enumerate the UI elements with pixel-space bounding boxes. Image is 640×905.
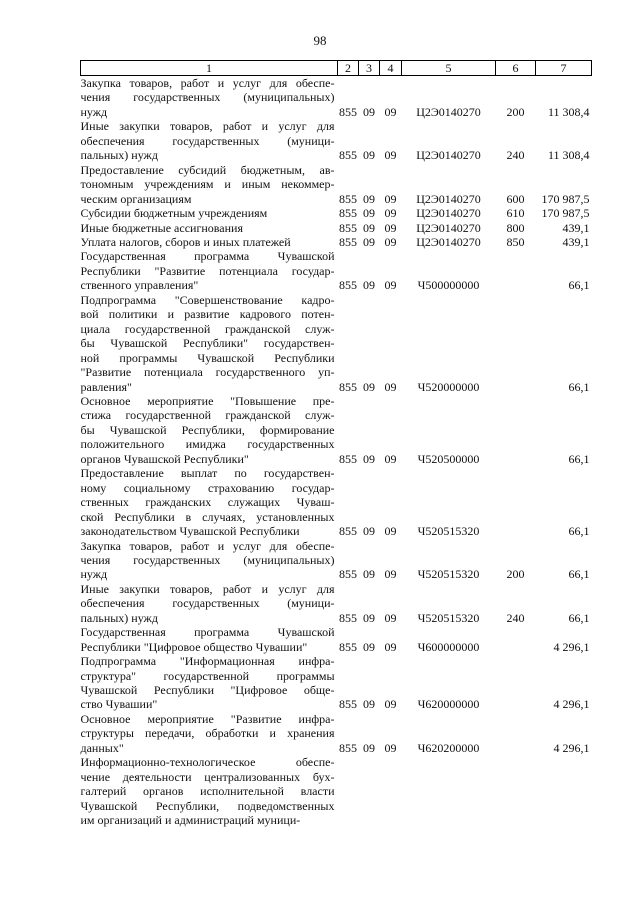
row-target-article: Ц2Э0140270 <box>416 104 481 119</box>
row-target-article: Ч600000000 <box>417 639 480 654</box>
row-section: 09 <box>363 104 375 119</box>
row-name-line: Основное мероприятие "Повышение пре- <box>80 393 335 408</box>
row-expense-type <box>496 755 536 827</box>
row-amount <box>536 755 592 827</box>
row-name-line: ственных гражданских служащих Чуваш- <box>80 495 335 510</box>
row-name-line: обеспечения государственных (муници- <box>80 596 335 611</box>
table-row <box>81 466 592 538</box>
table-row <box>81 119 592 162</box>
row-subsection: 09 <box>384 234 397 249</box>
row-section: 09 <box>363 234 375 249</box>
row-amount: 66,1 <box>568 379 590 394</box>
table-header-row <box>81 61 592 76</box>
row-name-line: положительного имиджа государственных <box>80 437 335 452</box>
row-name <box>81 119 338 162</box>
row-target-article: Ч520000000 <box>417 379 480 394</box>
row-target-article: Ч620200000 <box>417 740 480 755</box>
row-name-line: Чувашской Республики, подведомственных <box>80 798 335 813</box>
row-name-line: Информационно-технологическое обеспе- <box>80 755 335 770</box>
row-subsection: 09 <box>384 379 397 394</box>
row-name-line: Иные бюджетные ассигнования <box>80 220 243 235</box>
row-admin-code: 855 <box>339 639 357 654</box>
row-target-article: Ц2Э0140270 <box>416 191 481 206</box>
row-subsection: 09 <box>384 740 397 755</box>
row-name-line: Чувашской Республики "Цифровое обще- <box>80 683 335 698</box>
row-section: 09 <box>363 567 375 582</box>
row-section: 09 <box>363 206 375 221</box>
row-target-article: Ч520515320 <box>417 567 480 582</box>
row-name-line: нужд <box>80 567 108 582</box>
row-name-line: Иные закупки товаров, работ и услуг для <box>80 581 335 596</box>
row-expense-type: 240 <box>506 148 525 163</box>
row-section: 09 <box>363 610 375 625</box>
row-admin-code: 855 <box>339 379 357 394</box>
row-name-line: стижа государственной гражданской служ- <box>80 408 335 423</box>
row-amount: 439,1 <box>562 234 590 249</box>
row-name-line: обеспечения государственных (муници- <box>80 133 335 148</box>
row-name-line: Основное мероприятие "Развитие инфра- <box>80 711 335 726</box>
row-subsection: 09 <box>384 451 397 466</box>
row-amount: 4 296,1 <box>553 697 590 712</box>
row-target-article: Ч520515320 <box>417 524 480 539</box>
row-name-line: ской Республики в случаях, установленных <box>80 509 335 524</box>
row-amount: 170 987,5 <box>541 191 590 206</box>
row-name-line: "Развитие потенциала государственного уп- <box>80 365 335 380</box>
budget-table <box>80 60 592 828</box>
row-name-line: Республики "Цифровое общество Чувашии" <box>80 639 308 654</box>
row-admin-code: 855 <box>339 567 357 582</box>
row-target-article: Ч520515320 <box>417 610 480 625</box>
row-target-article: Ч520500000 <box>417 451 480 466</box>
row-admin-code: 855 <box>339 220 357 235</box>
row-name-line: Закупка товаров, работ и услуг для обеспе- <box>80 538 335 553</box>
row-admin-code: 855 <box>339 451 357 466</box>
row-target-article: Ч500000000 <box>417 278 480 293</box>
row-name-line: органов Чувашской Республики" <box>80 451 249 466</box>
table-row <box>81 293 592 394</box>
row-expense-type: 850 <box>506 234 525 249</box>
row-name-line: Республики "Развитие потенциала государ- <box>80 263 335 278</box>
row-name <box>81 163 338 206</box>
row-name-line: ство Чувашии" <box>80 697 158 712</box>
row-section: 09 <box>363 191 375 206</box>
row-name <box>81 755 338 827</box>
row-admin-code: 855 <box>339 206 357 221</box>
row-expense-type <box>496 654 536 712</box>
row-amount: 66,1 <box>568 524 590 539</box>
row-expense-type <box>496 466 536 538</box>
row-name-line: Закупка товаров, работ и услуг для обеспе- <box>80 76 335 90</box>
row-subsection: 09 <box>384 639 397 654</box>
row-name-line: тономным учреждениям и иным некоммер- <box>80 177 335 192</box>
row-amount: 439,1 <box>562 220 590 235</box>
row-expense-type <box>496 394 536 466</box>
table-row <box>81 755 592 827</box>
row-section <box>359 755 380 827</box>
row-name-line: структура" государственной программы <box>80 668 335 683</box>
row-name-line: Иные закупки товаров, работ и услуг для <box>80 119 335 134</box>
row-name-line: пальных) нужд <box>80 610 158 625</box>
row-admin-code: 855 <box>339 148 357 163</box>
row-subsection: 09 <box>384 148 397 163</box>
row-amount: 66,1 <box>568 278 590 293</box>
row-section: 09 <box>363 379 375 394</box>
row-section: 09 <box>363 148 375 163</box>
row-name-line: Предоставление субсидий бюджетным, ав- <box>80 162 335 177</box>
row-name <box>81 235 338 249</box>
row-amount: 11 308,4 <box>547 104 590 119</box>
row-name-line: бы Чувашской Республики, формирование <box>80 422 335 437</box>
row-expense-type <box>496 712 536 755</box>
row-name <box>81 625 338 654</box>
row-name-line: Субсидии бюджетным учреждениям <box>80 206 268 221</box>
row-name <box>81 712 338 755</box>
row-section: 09 <box>363 740 375 755</box>
row-amount: 4 296,1 <box>553 740 590 755</box>
row-expense-type: 200 <box>506 104 525 119</box>
row-expense-type <box>496 625 536 654</box>
row-target-article: Ц2Э0140270 <box>416 148 481 163</box>
row-subsection: 09 <box>384 567 397 582</box>
row-target-article: Ч620000000 <box>417 697 480 712</box>
row-section: 09 <box>363 639 375 654</box>
row-expense-type <box>496 249 536 292</box>
page-number: 98 <box>313 33 327 48</box>
table-row <box>81 654 592 712</box>
row-amount: 66,1 <box>568 567 590 582</box>
table-row <box>81 206 592 220</box>
row-expense-type: 800 <box>506 220 525 235</box>
table-row <box>81 235 592 249</box>
row-target-article: Ц2Э0140270 <box>416 220 481 235</box>
row-expense-type: 240 <box>506 610 525 625</box>
row-expense-type: 610 <box>506 206 525 221</box>
row-target-article <box>402 755 496 827</box>
row-amount: 11 308,4 <box>547 148 590 163</box>
row-name-line: Государственная программа Чувашской <box>80 249 335 264</box>
row-section: 09 <box>363 697 375 712</box>
row-subsection <box>380 755 402 827</box>
table-row <box>81 394 592 466</box>
row-amount: 170 987,5 <box>541 206 590 221</box>
row-name-line: ственного управления" <box>80 278 199 293</box>
row-expense-type <box>496 293 536 394</box>
row-amount: 66,1 <box>568 451 590 466</box>
row-expense-type: 200 <box>506 567 525 582</box>
table-row <box>81 221 592 235</box>
table-row <box>81 249 592 292</box>
table-row <box>81 163 592 206</box>
row-name-line: нужд <box>80 104 108 119</box>
row-name <box>81 76 338 120</box>
row-name-line: пальных) нужд <box>80 148 158 163</box>
row-name-line: Предоставление выплат по государствен- <box>80 466 335 481</box>
row-name-line: Государственная программа Чувашской <box>80 625 335 640</box>
row-name <box>81 206 338 220</box>
row-name <box>81 466 338 538</box>
table-row <box>81 625 592 654</box>
row-name <box>81 293 338 394</box>
row-subsection: 09 <box>384 220 397 235</box>
row-name-line: структуры передачи, обработки и хранения <box>80 726 335 741</box>
row-name-line: Подпрограмма "Совершенствование кадро- <box>80 292 335 307</box>
row-section: 09 <box>363 524 375 539</box>
row-subsection: 09 <box>384 610 397 625</box>
header-col-3: 3 <box>359 61 380 76</box>
row-admin-code: 855 <box>339 191 357 206</box>
row-target-article: Ц2Э0140270 <box>416 234 481 249</box>
header-col-1: 1 <box>81 61 338 76</box>
row-name-line: Уплата налогов, сборов и иных платежей <box>80 234 291 249</box>
table-row <box>81 712 592 755</box>
row-subsection: 09 <box>384 191 397 206</box>
row-admin-code: 855 <box>339 104 357 119</box>
row-expense-type: 600 <box>506 191 525 206</box>
header-col-6: 6 <box>496 61 536 76</box>
row-admin-code: 855 <box>339 278 357 293</box>
row-subsection: 09 <box>384 524 397 539</box>
row-name-line: бы Чувашской Республики" государствен- <box>80 336 335 351</box>
row-name-line: галтерий органов исполнительной власти <box>80 784 335 799</box>
table-row <box>81 582 592 625</box>
row-amount: 4 296,1 <box>553 639 590 654</box>
header-col-7: 7 <box>536 61 592 76</box>
row-name-line: Подпрограмма "Информационная инфра- <box>80 654 335 669</box>
row-name <box>81 654 338 712</box>
row-name-line: чения государственных (муниципальных) <box>80 552 335 567</box>
row-section: 09 <box>363 220 375 235</box>
table-body <box>81 76 592 828</box>
row-name-line: данных" <box>80 740 124 755</box>
row-section: 09 <box>363 451 375 466</box>
row-name-line: равления" <box>80 379 132 394</box>
row-admin-code: 855 <box>339 234 357 249</box>
row-name-line: им организаций и администраций муници- <box>80 813 301 828</box>
row-subsection: 09 <box>384 697 397 712</box>
row-name-line: законодательством Чувашской Республики <box>80 524 300 539</box>
row-name-line: циала государственной гражданской служ- <box>80 321 335 336</box>
row-admin-code: 855 <box>339 524 357 539</box>
row-admin-code: 855 <box>339 697 357 712</box>
row-subsection: 09 <box>384 206 397 221</box>
table-row <box>81 76 592 120</box>
row-name <box>81 221 338 235</box>
row-name <box>81 582 338 625</box>
row-subsection: 09 <box>384 104 397 119</box>
header-col-4: 4 <box>380 61 402 76</box>
header-col-2: 2 <box>338 61 359 76</box>
row-subsection: 09 <box>384 278 397 293</box>
row-name-line: ному социальному страхованию государ- <box>80 480 335 495</box>
header-col-5: 5 <box>402 61 496 76</box>
row-admin-code: 855 <box>339 740 357 755</box>
table-row <box>81 539 592 582</box>
row-name-line: ческим организациям <box>80 191 192 206</box>
row-name-line: чения государственных (муниципальных) <box>80 90 335 105</box>
row-name <box>81 394 338 466</box>
row-name <box>81 539 338 582</box>
row-admin-code: 855 <box>339 610 357 625</box>
row-name-line: чение деятельности централизованных бух- <box>80 769 335 784</box>
row-name-line: ной программы Чувашской Республики <box>80 350 335 365</box>
row-amount: 66,1 <box>568 610 590 625</box>
row-admin-code <box>338 755 359 827</box>
row-target-article: Ц2Э0140270 <box>416 206 481 221</box>
row-name-line: вой политики и развитие кадрового потен- <box>80 307 335 322</box>
row-section: 09 <box>363 278 375 293</box>
row-name <box>81 249 338 292</box>
